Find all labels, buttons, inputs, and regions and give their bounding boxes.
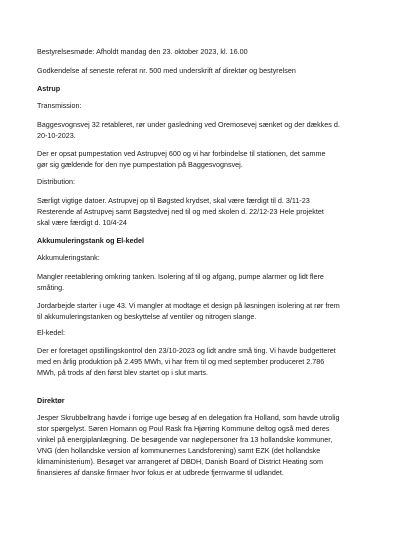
tank-paragraph-2: Jordarbejde starter i uge 43. Vi mangler at modtage et design på løsningen isolering at rør frem til akkumuleringstanken og beskyttelse af ventiler og nitrogen slange. (37, 300, 340, 321)
heading-astrup: Astrup (37, 83, 61, 93)
meeting-line: Bestyrelsesmøde: Afholdt mandag den 23. oktober 2023, kl. 16.00 (37, 47, 248, 56)
transmission-paragraph-2: Der er opsat pumpestation ved Astrupvej 600 og vi har forbindelse til stationen, det samme gør sig gældende for den nye pumpestation på Baggesvognsvej. (37, 148, 326, 169)
heading-direktor: Direktør (37, 395, 65, 405)
elkedel-paragraph-1: Der er foretaget opstillingskontrol den 23/10-2023 og lidt andre små ting. Vi havde budgetteret med en årlig produktion på 2.495 MWh, vi har frem til og med september produceret 2.786 MWh, på trods af den først blev startet op i slut marts. (37, 345, 336, 377)
heading-akkumulering: Akkumuleringstank og El-kedel (37, 235, 145, 245)
tank-label: Akkumuleringstank: (37, 253, 100, 262)
distribution-label: Distribution: (37, 177, 75, 186)
transmission-label: Transmission: (37, 101, 82, 110)
approval-line: Godkendelse af seneste referat nr. 500 med underskrift af direktør og bestyrelsen (37, 66, 296, 75)
transmission-paragraph-1: Baggesvognsvej 32 retableret, rør under gasledning ved Oremosevej sænket og der dækkes d. 20-10-2023. (37, 120, 340, 140)
distribution-paragraph-1: Særligt vigtige datoer. Astrupvej op til Bøgsted krydset, skal være færdigt til d. 3/11-23 Resterende af Astrupvej samt Bøgstedvej ned til og med skolen d. 22/12-23 Hele projektet skal være færdigt d. 10/4-24 (37, 196, 324, 227)
tank-paragraph-1: Mangler reetablering omkring tanken. Isolering af til og afgang, pumpe alarmer og lidt flere småting. (37, 272, 324, 292)
direktor-paragraph-1: Jesper Skrubbeltrang havde i forrige uge besøg af en delegation fra Holland, som havde utrolig stor spørgelyst. Søren Homann og Poul Rask fra Hjørring Kommune deltog også med deres vinkel på energiplanlægning. De besøgende var nøglepersoner fra 13 hollandske kommuner, VNG (den hollandske version af kommunernes Landsforening) samt EZK (det hollandske klimaministerium). Besøget var arrangeret af DBDH, Danish Board of District Heating som finansieres af danske firmaer hvor fokus er at udbrede fjernvarme til udlandet. (37, 413, 340, 477)
elkedel-label: El-kedel: (37, 328, 65, 337)
